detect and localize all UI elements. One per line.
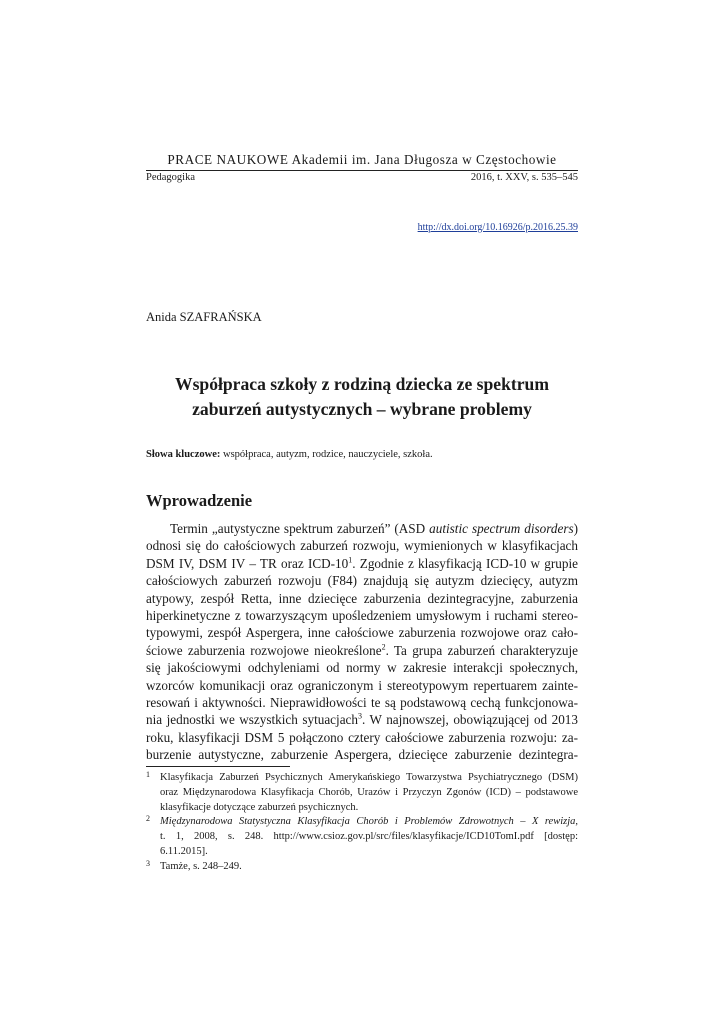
text-line <box>146 642 578 659</box>
text-line <box>160 801 578 816</box>
text-line <box>146 572 578 589</box>
text-run: Klasyfikacja Zaburzeń Psychicznych Amerykańskiego Towarzystwa Psychiatrycznego (DSM) <box>160 772 578 783</box>
text-line <box>146 659 578 676</box>
text-line <box>160 815 578 830</box>
footnote <box>146 860 578 875</box>
body-paragraph <box>146 520 578 763</box>
doi-link[interactable]: http://dx.doi.org/10.16926/p.2016.25.39 <box>417 222 578 233</box>
footnote-number: 2 <box>146 814 150 824</box>
series-name: Pedagogika <box>146 172 195 183</box>
text-line <box>146 694 578 711</box>
text-run: oraz Międzynarodowa Klasyfikacja Chorób, Urazów i Przyczyn Zgonów (ICD) – podstawowe <box>160 786 578 798</box>
text-line <box>160 860 578 875</box>
text-run: roku, klasyfikacji DSM 5 połączono cztery całościowe zaburzenia rozwoju: za- <box>146 729 578 745</box>
text-line <box>146 590 578 607</box>
footnote-ref: 1 <box>348 555 353 565</box>
keywords-label: Słowa kluczowe: <box>146 449 221 460</box>
text-line <box>160 771 578 786</box>
footnote-ref: 2 <box>381 642 386 652</box>
article-title-line: zaburzeń autystycznych – wybrane problemy <box>192 399 532 419</box>
text-run: hiperkinetyczne z towarzyszącym upośledzeniem umysłowym i ruchami stereo- <box>146 607 578 623</box>
text-line <box>160 830 578 845</box>
text-run: resowań i aktywności. Nieprawidłowości te są podstawową cechą funkcjonowa- <box>146 694 578 710</box>
journal-name: PRACE NAUKOWE Akademii im. Jana Długosza w Częstochowie <box>167 152 557 167</box>
text-run: nia jednostki we wszystkich sytuacjach <box>146 712 358 728</box>
footnote-number: 1 <box>146 770 150 779</box>
footnote <box>146 771 578 815</box>
text-run: DSM IV, DSM IV – TR oraz ICD-10 <box>146 555 349 571</box>
journal-meta <box>146 172 578 183</box>
text-run: odnosi się do całościowych zaburzeń rozwoju, wymienionych w klasyfikacjach <box>146 538 578 554</box>
text-run: wzorców komunikacji oraz ograniczonym i stereotypowym repertuarem zainte- <box>146 677 578 693</box>
footnotes <box>146 771 578 875</box>
volume-pages: 2016, t. XXV, s. 535–545 <box>470 172 578 183</box>
text-run: ) <box>573 521 578 536</box>
text-run: . W najnowszej, obowiązującej od 2013 <box>362 712 578 728</box>
text-line <box>146 607 578 624</box>
footnote-rule <box>146 766 290 767</box>
text-run: 6.11.2015]. <box>160 845 208 857</box>
text-line <box>146 729 578 746</box>
text-line <box>146 555 578 572</box>
footnote-number: 3 <box>146 858 150 868</box>
text-run: Termin „autystyczne spektrum zaburzeń” (ASD <box>170 521 430 536</box>
article-title <box>146 372 578 422</box>
text-run: Międzynarodowa Statystyczna Klasyfikacja Chorób i Problemów Zdrowotnych – X rewizja <box>160 816 576 828</box>
text-run: klasyfikacje dotyczące zaburzeń psychicznych. <box>160 801 359 813</box>
section-heading: Wprowadzenie <box>146 491 253 510</box>
text-line <box>146 624 578 641</box>
text-run: . Ta grupa zaburzeń charakteryzuje <box>385 642 579 658</box>
keywords-list: współpraca, autyzm, rodzice, nauczyciele, szkoła. <box>220 449 433 460</box>
text-line <box>146 711 578 728</box>
keywords <box>146 449 578 460</box>
text-run: atypowy, zespół Retta, inne dziecięce zaburzenia dezintegracyjne, zaburzenia <box>146 590 578 606</box>
text-line <box>146 677 578 694</box>
text-run: . Zgodnie z klasyfikacją ICD-10 w grupie <box>352 555 578 571</box>
text-line <box>160 845 578 860</box>
text-line <box>160 786 578 801</box>
article-title-line: Współpraca szkoły z rodziną dziecka ze spektrum <box>174 374 549 394</box>
text-line <box>146 537 578 554</box>
header-rule <box>146 170 578 171</box>
text-run: t. 1, 2008, s. 248. http://www.csioz.gov.pl/src/files/klasyfikacje/ICD10TomI.pdf [dostęp: <box>160 831 578 843</box>
author-name: Anida SZAFRAŃSKA <box>146 310 262 324</box>
footnote <box>146 815 578 859</box>
text-run: typowymi, zespół Aspergera, inne całościowe zaburzenia rozwojowe oraz cało- <box>146 625 578 641</box>
footnote-ref: 3 <box>358 711 362 721</box>
text-line <box>146 746 578 763</box>
text-run: całościowych zaburzeń rozwoju (F84) znajdują się autyzm dziecięcy, autyzm <box>146 573 578 589</box>
text-run: burzenie autystyczne, zaburzenie Aspergera, dziecięce zaburzenie dezintegra- <box>146 747 578 763</box>
text-run: Tamże, s. 248–249. <box>160 860 242 872</box>
text-run: się jakościowymi odchyleniami od normy w zakresie interakcji społecznych, <box>146 660 578 676</box>
text-line <box>146 520 578 537</box>
text-run: autistic spectrum disorders <box>429 521 574 536</box>
text-run: ściowe zaburzenia rozwojowe nieokreślone <box>146 642 382 658</box>
text-run: , <box>575 816 578 828</box>
